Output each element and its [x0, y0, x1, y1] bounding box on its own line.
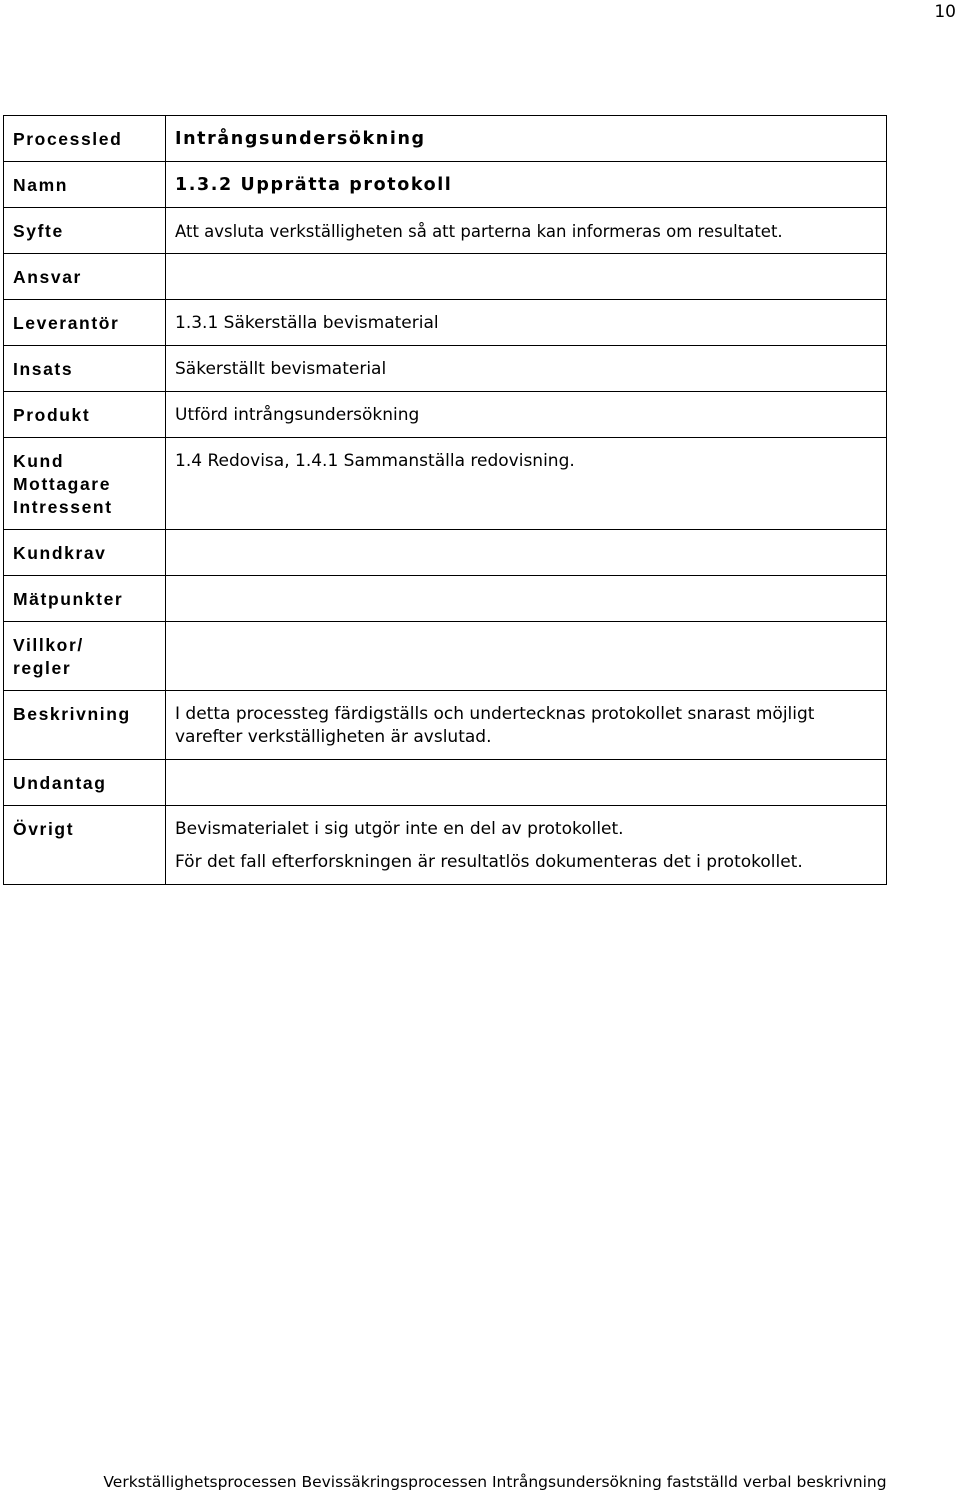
row-label-syfte: Syfte: [4, 208, 166, 254]
row-label-namn: Namn: [4, 162, 166, 208]
row-value-namn: 1.3.2 Upprätta protokoll: [166, 162, 887, 208]
row-value-leverantor: 1.3.1 Säkerställa bevismaterial: [166, 300, 887, 346]
label-line-villkor: Villkor/: [13, 635, 84, 655]
row-value-villkor: [166, 622, 887, 691]
row-value-insats: Säkerställt bevismaterial: [166, 346, 887, 392]
row-value-processled: Intrångsundersökning: [166, 116, 887, 162]
ovrigt-paragraph-2: För det fall efterforskningen är resultatlös dokumenteras det i protokollet.: [175, 852, 803, 872]
row-label-beskrivning: Beskrivning: [4, 691, 166, 760]
table-row-ansvar: [4, 254, 887, 300]
page-number: 10: [934, 2, 956, 22]
row-label-ansvar: Ansvar: [4, 254, 166, 300]
row-value-ovrigt: [166, 806, 887, 885]
row-label-matpunkter: Mätpunkter: [4, 576, 166, 622]
row-label-insats: Insats: [4, 346, 166, 392]
page-footer: Verkställighetsprocessen Bevissäkringsprocessen Intrångsundersökning fastställd verbal beskrivning: [103, 1473, 887, 1491]
row-value-kund: 1.4 Redovisa, 1.4.1 Sammanställa redovisning.: [166, 438, 887, 530]
row-value-produkt: Utförd intrångsundersökning: [166, 392, 887, 438]
row-value-syfte: Att avsluta verkställigheten så att parterna kan informeras om resultatet.: [166, 208, 887, 254]
table-row-produkt: [4, 392, 887, 438]
label-line-intressent: Intressent: [13, 497, 113, 517]
table-row-beskrivning: [4, 691, 887, 760]
table-row-undantag: [4, 760, 887, 806]
row-label-processled: Processled: [4, 116, 166, 162]
table-row-processled: [4, 116, 887, 162]
row-value-ansvar: [166, 254, 887, 300]
table-row-kundkrav: [4, 530, 887, 576]
label-line-regler: regler: [13, 658, 72, 678]
ovrigt-paragraph-1: Bevismaterialet i sig utgör inte en del av protokollet.: [175, 819, 624, 839]
row-label-kund: [4, 438, 166, 530]
table-row-villkor: [4, 622, 887, 691]
row-label-produkt: Produkt: [4, 392, 166, 438]
row-value-beskrivning: I detta processteg färdigställs och undertecknas protokollet snarast möjligt varefter verkställigheten är avslutad.: [166, 691, 887, 760]
label-line-kund: Kund: [13, 451, 65, 471]
table-row-kund: [4, 438, 887, 530]
row-label-ovrigt: Övrigt: [4, 806, 166, 885]
row-label-undantag: Undantag: [4, 760, 166, 806]
row-label-villkor: [4, 622, 166, 691]
table-row-syfte: [4, 208, 887, 254]
table-row-ovrigt: [4, 806, 887, 885]
table-row-namn: [4, 162, 887, 208]
table-row-leverantor: [4, 300, 887, 346]
label-line-mottagare: Mottagare: [13, 474, 112, 494]
process-table: [3, 115, 887, 885]
table-row-matpunkter: [4, 576, 887, 622]
table-row-insats: [4, 346, 887, 392]
row-value-matpunkter: [166, 576, 887, 622]
row-value-undantag: [166, 760, 887, 806]
row-label-kundkrav: Kundkrav: [4, 530, 166, 576]
row-value-kundkrav: [166, 530, 887, 576]
row-label-leverantor: Leverantör: [4, 300, 166, 346]
